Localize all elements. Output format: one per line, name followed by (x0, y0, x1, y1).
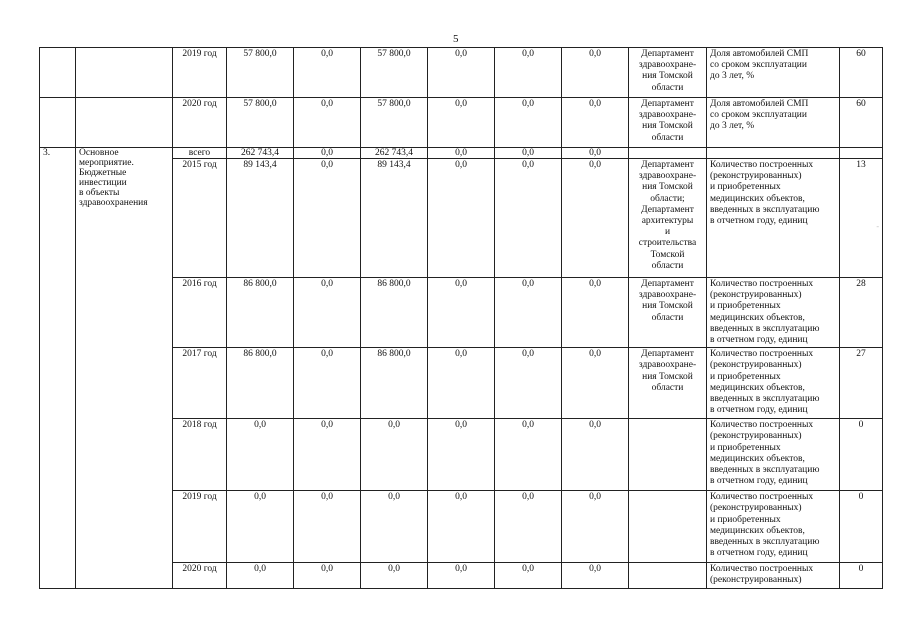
row-number: 3. (40, 148, 76, 589)
target-cell: 0 (840, 419, 883, 491)
measure-name: Основное мероприятие. Бюджетные инвестиции в объекты здравоохранения (76, 148, 173, 589)
row-number (40, 98, 76, 148)
table-row (40, 48, 883, 98)
table-row (40, 148, 883, 159)
value-cell: 0,0 (495, 563, 562, 588)
target-cell: 0 (840, 491, 883, 563)
value-cell: 0,0 (428, 278, 495, 348)
value-cell: 0,0 (294, 159, 361, 278)
value-cell: 262 743,4 (227, 148, 294, 159)
value-cell: 0,0 (428, 98, 495, 148)
value-cell: 0,0 (294, 563, 361, 588)
value-cell: 86 800,0 (227, 278, 294, 348)
value-cell: 86 800,0 (361, 278, 428, 348)
value-cell: 0,0 (294, 491, 361, 563)
year-cell: 2020 год (173, 98, 227, 148)
table-row (40, 98, 883, 148)
value-cell: 0,0 (428, 419, 495, 491)
value-cell: 57 800,0 (361, 98, 428, 148)
value-cell: 0,0 (294, 348, 361, 419)
department-cell: Департамент здравоохране- ния Томской области (629, 48, 707, 98)
page-number: 5 (453, 33, 459, 45)
program-table (39, 47, 883, 589)
value-cell: 0,0 (294, 48, 361, 98)
value-cell: 0,0 (361, 491, 428, 563)
value-cell: 262 743,4 (361, 148, 428, 159)
value-cell: 0,0 (227, 419, 294, 491)
value-cell: 0,0 (361, 563, 428, 588)
value-cell: 0,0 (294, 278, 361, 348)
row-number (40, 48, 76, 98)
value-cell: 0,0 (495, 98, 562, 148)
target-cell: 0 (840, 563, 883, 588)
indicator-cell: Количество построенных (реконструированных) и приобретенных медицинских объектов, введенных в эксплуатацию в отчетном году, единиц (707, 278, 840, 348)
value-cell: 0,0 (428, 348, 495, 419)
department-cell (629, 491, 707, 563)
value-cell: 86 800,0 (227, 348, 294, 419)
value-cell: 0,0 (428, 159, 495, 278)
indicator-cell: Доля автомобилей СМП со сроком эксплуатации до 3 лет, % (707, 48, 840, 98)
value-cell: 0,0 (294, 148, 361, 159)
value-cell: 57 800,0 (227, 48, 294, 98)
year-cell: 2015 год (173, 159, 227, 278)
year-cell: 2016 год (173, 278, 227, 348)
value-cell: 0,0 (562, 48, 629, 98)
value-cell: 57 800,0 (361, 48, 428, 98)
value-cell: 0,0 (562, 563, 629, 588)
measure-name (76, 98, 173, 148)
target-cell: 60 (840, 98, 883, 148)
indicator-cell: Количество построенных (реконструированных) и приобретенных медицинских объектов, введенных в эксплуатацию в отчетном году, единиц (707, 491, 840, 563)
department-cell: Департамент здравоохране- ния Томской области (629, 98, 707, 148)
value-cell: 57 800,0 (227, 98, 294, 148)
value-cell: 0,0 (495, 491, 562, 563)
value-cell: 0,0 (495, 48, 562, 98)
value-cell: 0,0 (495, 278, 562, 348)
target-cell: 60 (840, 48, 883, 98)
value-cell: 0,0 (495, 419, 562, 491)
indicator-cell: Доля автомобилей СМП со сроком эксплуатации до 3 лет, % (707, 98, 840, 148)
target-cell: 27 (840, 348, 883, 419)
indicator-cell: Количество построенных (реконструированных) и приобретенных медицинских объектов, введенных в эксплуатацию в отчетном году, единиц (707, 419, 840, 491)
year-cell: 2018 год (173, 419, 227, 491)
value-cell: 0,0 (495, 148, 562, 159)
department-cell: Департамент здравоохране- ния Томской области; Департамент архитектуры и строительства Томской области (629, 159, 707, 278)
indicator-cell (707, 148, 840, 159)
value-cell: 0,0 (562, 98, 629, 148)
year-cell: 2019 год (173, 491, 227, 563)
year-cell: всего (173, 148, 227, 159)
value-cell: 0,0 (428, 563, 495, 588)
value-cell: 0,0 (495, 348, 562, 419)
value-cell: 0,0 (428, 148, 495, 159)
measure-name (76, 48, 173, 98)
indicator-cell: Количество построенных (реконструированных) и приобретенных медицинских объектов, введенных в эксплуатацию в отчетном году, единиц (707, 348, 840, 419)
target-cell: 28 (840, 278, 883, 348)
value-cell: 0,0 (361, 419, 428, 491)
department-cell: Департамент здравоохране- ния Томской области (629, 348, 707, 419)
value-cell: 0,0 (562, 278, 629, 348)
department-cell (629, 563, 707, 588)
department-cell (629, 148, 707, 159)
target-cell (840, 148, 883, 159)
value-cell: 0,0 (562, 148, 629, 159)
value-cell: 0,0 (562, 348, 629, 419)
value-cell: 89 143,4 (227, 159, 294, 278)
indicator-cell: Количество построенных (реконструированных) (707, 563, 840, 588)
value-cell: 0,0 (562, 419, 629, 491)
department-cell (629, 419, 707, 491)
scan-mark: - (876, 222, 879, 232)
value-cell: 0,0 (495, 159, 562, 278)
value-cell: 0,0 (294, 98, 361, 148)
year-cell: 2017 год (173, 348, 227, 419)
value-cell: 0,0 (294, 419, 361, 491)
indicator-cell: Количество построенных (реконструированных) и приобретенных медицинских объектов, введенных в эксплуатацию в отчетном году, единиц (707, 159, 840, 278)
value-cell: 0,0 (428, 48, 495, 98)
value-cell: 86 800,0 (361, 348, 428, 419)
target-cell: 13 - (840, 159, 883, 278)
value-cell: 0,0 (227, 563, 294, 588)
value-cell: 89 143,4 (361, 159, 428, 278)
value-cell: 0,0 (227, 491, 294, 563)
year-cell: 2019 год (173, 48, 227, 98)
value-cell: 0,0 (562, 159, 629, 278)
department-cell: Департамент здравоохране- ния Томской области (629, 278, 707, 348)
value-cell: 0,0 (562, 491, 629, 563)
year-cell: 2020 год (173, 563, 227, 588)
value-cell: 0,0 (428, 491, 495, 563)
